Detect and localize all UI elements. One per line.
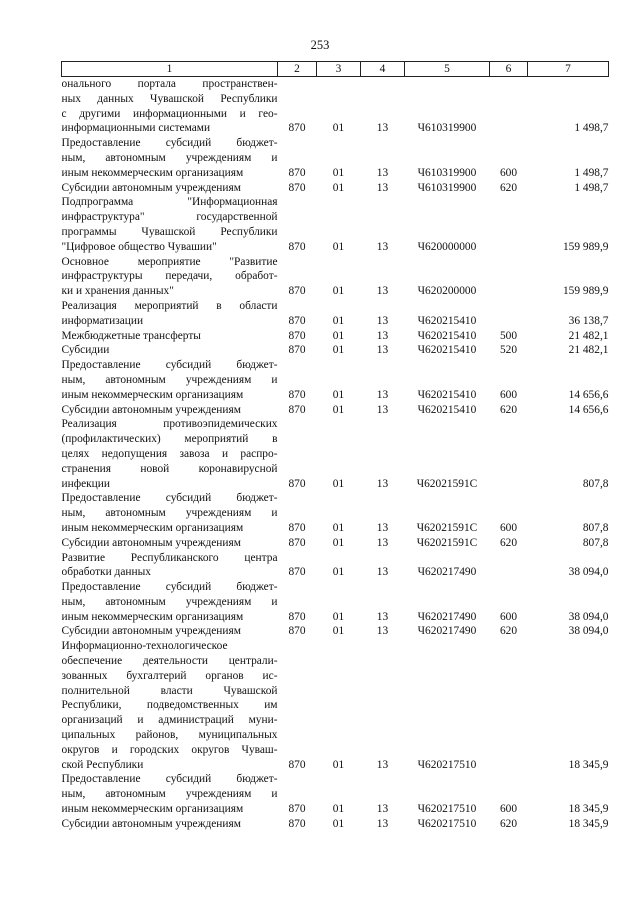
section-code: 01 (332, 122, 345, 135)
row-name (62, 772, 278, 816)
expense-type-code: 600 (499, 521, 518, 534)
table-row (62, 624, 609, 639)
expense-type-code: 520 (499, 344, 518, 357)
target-article-code: Ч62021591С (416, 536, 478, 549)
row-name-line: странения новой коронавирусной (61, 462, 278, 475)
row-name-line: Предоставление субсидий бюджет- (61, 581, 278, 594)
ministry-code: 870 (288, 803, 306, 816)
subsection-code: 13 (376, 285, 389, 298)
target-article-code: Ч62021591С (416, 521, 478, 534)
target-article-code: Ч620215410 (417, 314, 477, 327)
row-name-line: Реализация мероприятий в области (61, 299, 278, 312)
row-name-line: иным некоммерческим организациям (61, 521, 244, 534)
row-name-line: Предоставление субсидий бюджет- (61, 359, 278, 372)
ministry-code: 870 (288, 477, 306, 490)
table-row (62, 580, 609, 624)
subsection-code: 13 (376, 181, 389, 194)
table-row (62, 358, 609, 402)
target-article-code: Ч620215410 (417, 403, 477, 416)
section-code: 01 (332, 566, 345, 579)
amount-value: 18 345,9 (568, 817, 609, 830)
expense-type-code: 500 (499, 329, 518, 342)
row-name (62, 536, 278, 551)
amount-value: 1 498,7 (574, 166, 609, 179)
row-name-line: инфекции (61, 477, 110, 490)
section-code: 01 (332, 536, 345, 549)
row-name-line: (профилактических) мероприятий в (61, 433, 278, 446)
row-name-line: ки и хранения данных" (61, 285, 174, 298)
target-article-code: Ч620215410 (417, 329, 477, 342)
row-name-line: "Цифровое общество Чувашии" (61, 240, 217, 253)
table-row (62, 536, 609, 551)
target-article-code: Ч620217490 (417, 610, 477, 623)
target-article-code: Ч620200000 (417, 285, 477, 298)
table-row (62, 403, 609, 418)
table-row (62, 551, 609, 581)
row-name-line: иным некоммерческим организациям (61, 166, 244, 179)
expense-type-code (490, 77, 528, 137)
amount-value: 14 656,6 (568, 403, 609, 416)
table-row (62, 817, 609, 832)
ministry-code: 870 (288, 388, 306, 401)
table-row (62, 639, 609, 772)
target-article-code: Ч620217510 (417, 803, 477, 816)
subsection-code: 13 (376, 314, 389, 327)
target-article-code: Ч610319900 (417, 122, 477, 135)
target-article-code: Ч610319900 (417, 181, 477, 194)
row-name (62, 195, 278, 254)
target-article-code: Ч62021591С (416, 477, 478, 490)
row-name (62, 551, 278, 581)
subsection-code: 13 (376, 536, 389, 549)
column-header: 6 (490, 62, 528, 77)
amount-value: 1 498,7 (574, 181, 609, 194)
amount-value: 38 094,0 (568, 566, 609, 579)
amount-value: 21 482,1 (568, 344, 609, 357)
amount-value: 807,8 (582, 477, 609, 490)
target-article-code: Ч620217510 (417, 817, 477, 830)
row-name-line: Предоставление субсидий бюджет- (61, 492, 278, 505)
ministry-code: 870 (288, 329, 306, 342)
target-article-code: Ч620217490 (417, 566, 477, 579)
row-name-line: Субсидии автономным учреждениям (61, 817, 241, 830)
row-name-line: Субсидии автономным учреждениям (61, 625, 241, 638)
amount-value: 1 498,7 (574, 122, 609, 135)
row-name (62, 255, 278, 299)
subsection-code: 13 (376, 566, 389, 579)
section-code: 01 (332, 388, 345, 401)
ministry-code: 870 (288, 285, 306, 298)
row-name (62, 639, 278, 772)
row-name-line: программы Чувашской Республики (61, 225, 278, 238)
row-name-line: Субсидии автономным учреждениям (61, 403, 241, 416)
target-article-code: Ч620215410 (417, 388, 477, 401)
table-row (62, 329, 609, 344)
section-code: 01 (332, 314, 345, 327)
row-name-line: иным некоммерческим организациям (61, 803, 244, 816)
subsection-code: 13 (376, 521, 389, 534)
amount-value: 18 345,9 (568, 758, 609, 771)
row-name-line: Субсидии (61, 344, 110, 357)
ministry-code: 870 (288, 521, 306, 534)
table-row (62, 195, 609, 254)
row-name-line: ской Республики (61, 758, 144, 771)
amount-value: 38 094,0 (568, 610, 609, 623)
table-row (62, 343, 609, 358)
column-header: 5 (405, 62, 490, 77)
table-row (62, 136, 609, 180)
row-name-line: ципальных районов, муниципальных (61, 729, 278, 742)
row-name (62, 136, 278, 180)
ministry-code: 870 (288, 625, 306, 638)
row-name (62, 343, 278, 358)
section-code: 01 (332, 329, 345, 342)
row-name-line: Развитие Республиканского центра (61, 551, 278, 564)
ministry-code: 870 (288, 314, 306, 327)
table-row (62, 417, 609, 491)
subsection-code: 13 (376, 610, 389, 623)
target-article-code: Ч620217490 (417, 625, 477, 638)
expense-type-code: 620 (499, 181, 518, 194)
column-header: 2 (278, 62, 317, 77)
amount-value: 159 989,9 (562, 240, 609, 253)
amount-value: 807,8 (582, 536, 609, 549)
expense-type-code (490, 551, 528, 581)
subsection-code: 13 (376, 817, 389, 830)
subsection-code: 13 (376, 122, 389, 135)
row-name-line: Субсидии автономным учреждениям (61, 181, 241, 194)
row-name-line: ным, автономным учреждениям и (61, 507, 278, 520)
table-row (62, 77, 609, 137)
expense-type-code (490, 417, 528, 491)
amount-value: 36 138,7 (568, 314, 609, 327)
expense-type-code (490, 639, 528, 772)
expense-type-code (490, 195, 528, 254)
ministry-code: 870 (288, 240, 306, 253)
section-code: 01 (332, 521, 345, 534)
expense-type-code: 620 (499, 817, 518, 830)
row-name (62, 329, 278, 344)
row-name-line: Основное мероприятие "Развитие (61, 255, 278, 268)
section-code: 01 (332, 403, 345, 416)
ministry-code: 870 (288, 610, 306, 623)
target-article-code: Ч610319900 (417, 166, 477, 179)
ministry-code: 870 (288, 122, 306, 135)
row-name (62, 299, 278, 329)
section-code: 01 (332, 758, 345, 771)
ministry-code: 870 (288, 166, 306, 179)
row-name-line: иным некоммерческим организациям (61, 610, 244, 623)
section-code: 01 (332, 477, 345, 490)
row-name-line: ным, автономным учреждениям и (61, 595, 278, 608)
subsection-code: 13 (376, 477, 389, 490)
expense-type-code: 600 (499, 610, 518, 623)
ministry-code: 870 (288, 566, 306, 579)
row-name-line: онального портала пространствен- (61, 78, 278, 90)
table-row (62, 255, 609, 299)
target-article-code: Ч620000000 (417, 240, 477, 253)
row-name-line: Республики, подведомственных им (61, 699, 278, 712)
expense-type-code: 600 (499, 388, 518, 401)
row-name-line: ным, автономным учреждениям и (61, 788, 278, 801)
section-code: 01 (332, 166, 345, 179)
column-header: 4 (361, 62, 405, 77)
row-name (62, 77, 278, 137)
expense-type-code (490, 255, 528, 299)
row-name-line: Субсидии автономным учреждениям (61, 536, 241, 549)
section-code: 01 (332, 344, 345, 357)
row-name-line: ным, автономным учреждениям и (61, 373, 278, 386)
target-article-code: Ч620217510 (417, 758, 477, 771)
ministry-code: 870 (288, 758, 306, 771)
table-row (62, 181, 609, 196)
table-row (62, 299, 609, 329)
row-name-line: информационными системами (61, 122, 211, 135)
subsection-code: 13 (376, 803, 389, 816)
column-number-header-row (62, 62, 609, 77)
row-name-line: зованных бухгалтерий органов ис- (61, 669, 278, 682)
row-name-line: Межбюджетные трансферты (61, 329, 201, 342)
row-name-line: инфраструктура" государственной (61, 211, 278, 224)
ministry-code: 870 (288, 344, 306, 357)
expense-type-code: 600 (499, 166, 518, 179)
row-name (62, 580, 278, 624)
row-name-line: целях недопущения завоза и распро- (61, 447, 278, 460)
row-name-line: Подпрограмма "Информационная (61, 196, 278, 209)
expense-type-code: 620 (499, 536, 518, 549)
subsection-code: 13 (376, 344, 389, 357)
subsection-code: 13 (376, 166, 389, 179)
row-name (62, 624, 278, 639)
row-name-line: Предоставление субсидий бюджет- (61, 137, 278, 150)
column-header: 3 (317, 62, 361, 77)
ministry-code: 870 (288, 181, 306, 194)
page-number: 253 (310, 38, 330, 52)
column-header: 7 (528, 62, 609, 77)
table-row (62, 772, 609, 816)
row-name-line: ным, автономным учреждениям и (61, 151, 278, 164)
amount-value: 18 345,9 (568, 803, 609, 816)
amount-value: 14 656,6 (568, 388, 609, 401)
section-code: 01 (332, 240, 345, 253)
row-name-line: округов и городских округов Чуваш- (61, 743, 278, 756)
target-article-code: Ч620215410 (417, 344, 477, 357)
section-code: 01 (332, 803, 345, 816)
row-name-line: Информационно-технологическое (61, 640, 228, 653)
subsection-code: 13 (376, 758, 389, 771)
row-name-line: инфраструктуры передачи, обработ- (61, 270, 278, 283)
section-code: 01 (332, 610, 345, 623)
section-code: 01 (332, 285, 345, 298)
table-row (62, 491, 609, 535)
row-name-line: с другими информационными и гео- (61, 107, 278, 120)
row-name (62, 817, 278, 832)
row-name-line: полнительной власти Чувашской (61, 684, 278, 697)
amount-value: 159 989,9 (562, 285, 609, 298)
subsection-code: 13 (376, 329, 389, 342)
section-code: 01 (332, 625, 345, 638)
row-name (62, 358, 278, 402)
amount-value: 807,8 (582, 521, 609, 534)
expense-type-code: 620 (499, 403, 518, 416)
ministry-code: 870 (288, 403, 306, 416)
row-name-line: Предоставление субсидий бюджет- (61, 773, 278, 786)
row-name (62, 403, 278, 418)
subsection-code: 13 (376, 388, 389, 401)
row-name (62, 181, 278, 196)
ministry-code: 870 (288, 536, 306, 549)
ministry-code: 870 (288, 817, 306, 830)
column-header: 1 (62, 62, 278, 77)
section-code: 01 (332, 181, 345, 194)
subsection-code: 13 (376, 240, 389, 253)
row-name (62, 417, 278, 491)
amount-value: 21 482,1 (568, 329, 609, 342)
row-name-line: Реализация противоэпидемических (61, 418, 278, 431)
subsection-code: 13 (376, 403, 389, 416)
budget-table (61, 61, 609, 832)
row-name-line: организаций и администраций муни- (61, 714, 278, 727)
row-name-line: иным некоммерческим организациям (61, 388, 244, 401)
row-name-line: обработки данных (61, 566, 151, 579)
row-name-line: обеспечение деятельности централи- (61, 655, 278, 668)
section-code: 01 (332, 817, 345, 830)
row-name-line: информатизации (61, 314, 144, 327)
expense-type-code: 620 (499, 625, 518, 638)
row-name-line: ных данных Чувашской Республики (61, 92, 278, 105)
expense-type-code: 600 (499, 803, 518, 816)
subsection-code: 13 (376, 625, 389, 638)
expense-type-code (490, 299, 528, 329)
row-name (62, 491, 278, 535)
amount-value: 38 094,0 (568, 625, 609, 638)
table-body (62, 77, 609, 832)
